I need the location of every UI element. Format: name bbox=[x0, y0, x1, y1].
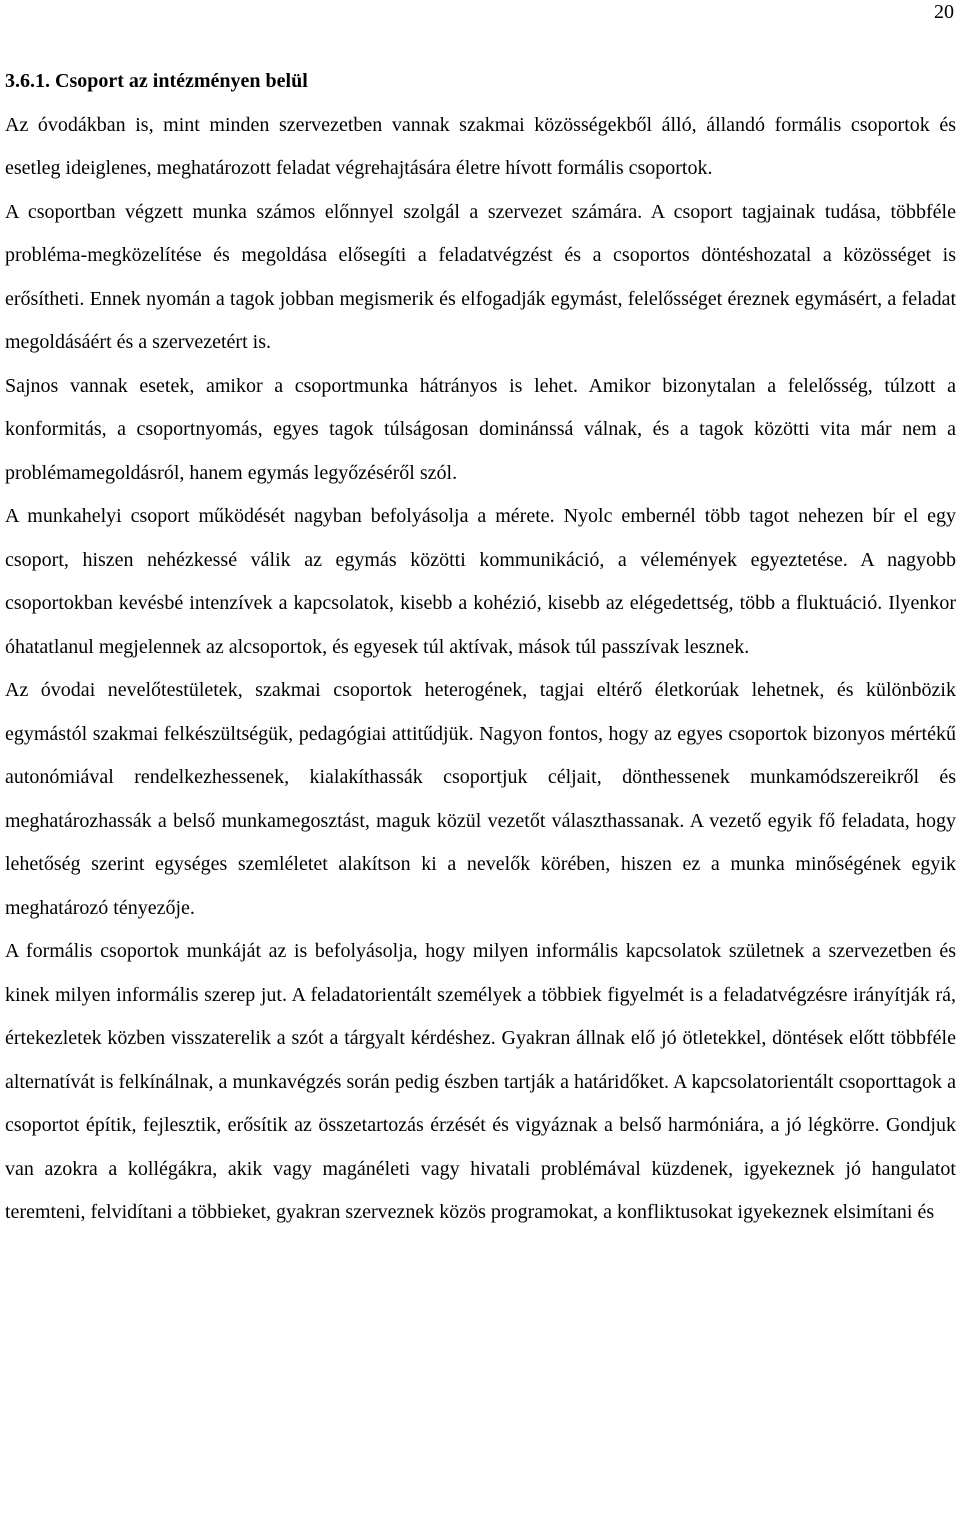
paragraph: Az óvodákban is, mint minden szervezetben vannak szakmai közösségekből álló, állandó formális csoportok és esetleg ideiglenes, meghatározott feladat végrehajtására életre hívott formális csoportok. bbox=[5, 113, 956, 179]
section-heading: 3.6.1. Csoport az intézményen belül bbox=[5, 70, 308, 92]
paragraph: A csoportban végzett munka számos előnnyel szolgál a szervezet számára. A csoport tagjainak tudása, többféle probléma-megközelítése és megoldása elősegíti a feladatvégzést és a csoportos döntéshozatal a közösséget is erősítheti. Ennek nyomán a tagok jobban megismerik és elfogadják egymást, felelősséget éreznek egymásért, a feladat megoldásáért és a szervezetért is. bbox=[5, 200, 956, 353]
paragraph: A munkahelyi csoport működését nagyban befolyásolja a mérete. Nyolc embernél több tagot nehezen bír el egy csoport, hiszen nehézkessé válik az egymás közötti kommunikáció, a vélemények egyeztetése. A nagyobb csoportokban kevésbé intenzívek a kapcsolatok, kisebb a kohézió, kisebb az elégedettség, több a fluktuáció. Ilyenkor óhatatlanul megjelennek az alcsoportok, és egyesek túl aktívak, mások túl passzívak lesznek. bbox=[5, 505, 956, 658]
paragraph: Az óvodai nevelőtestületek, szakmai csoportok heterogének, tagjai eltérő életkorúak lehetnek, és különbözik egymástól szakmai felkészültségük, pedagógiai attitűdjük. Nagyon fontos, hogy az egyes csoportok bizonyos mértékű autonómiával rendelkezhessenek, kialakíthassák csoportjuk céljait, dönthessenek munkamódszereikről és meghatározhassák a belső munkamegosztást, maguk közül vezetőt választhassanak. A vezető egyik fő feladata, hogy lehetőség szerint egységes szemléletet alakítson ki a nevelők körében, hiszen ez a munka minőségének egyik meghatározó tényezője. bbox=[5, 679, 956, 919]
paragraph: Sajnos vannak esetek, amikor a csoportmunka hátrányos is lehet. Amikor bizonytalan a felelősség, túlzott a konformitás, a csoportnyomás, egyes tagok túlságosan dominánssá válnak, és a tagok közötti vita már nem a problémamegoldásról, hanem egymás legyőzéséről szól. bbox=[5, 374, 956, 484]
paragraph: A formális csoportok munkáját az is befolyásolja, hogy milyen informális kapcsolatok születnek a szervezetben és kinek milyen informális szerep jut. A feladatorientált személyek a többiek figyelmét is a feladatvégzésre irányítják rá, értekezletek közben visszaterelik a szót a tárgyalt kérdéshez. Gyakran állnak elő jó ötletekkel, döntések előtt többféle alternatívát is felkínálnak, a munkavégzés során pedig észben tartják a határidőket. A kapcsolatorientált csoporttagok a csoportot építik, fejlesztik, erősítik az összetartozás érzését és vigyáznak a belső harmóniára, a jó légkörre. Gondjuk van azokra a kollégákra, akik vagy magánéleti vagy hivatali problémával küzdenek, igyekeznek jó hangulatot teremteni, felvidítani a többieket, gyakran szerveznek közös programokat, a konfliktusokat igyekeznek elsimítani és bbox=[5, 940, 956, 1223]
document-body bbox=[5, 60, 956, 1235]
page-number: 20 bbox=[934, 1, 954, 23]
